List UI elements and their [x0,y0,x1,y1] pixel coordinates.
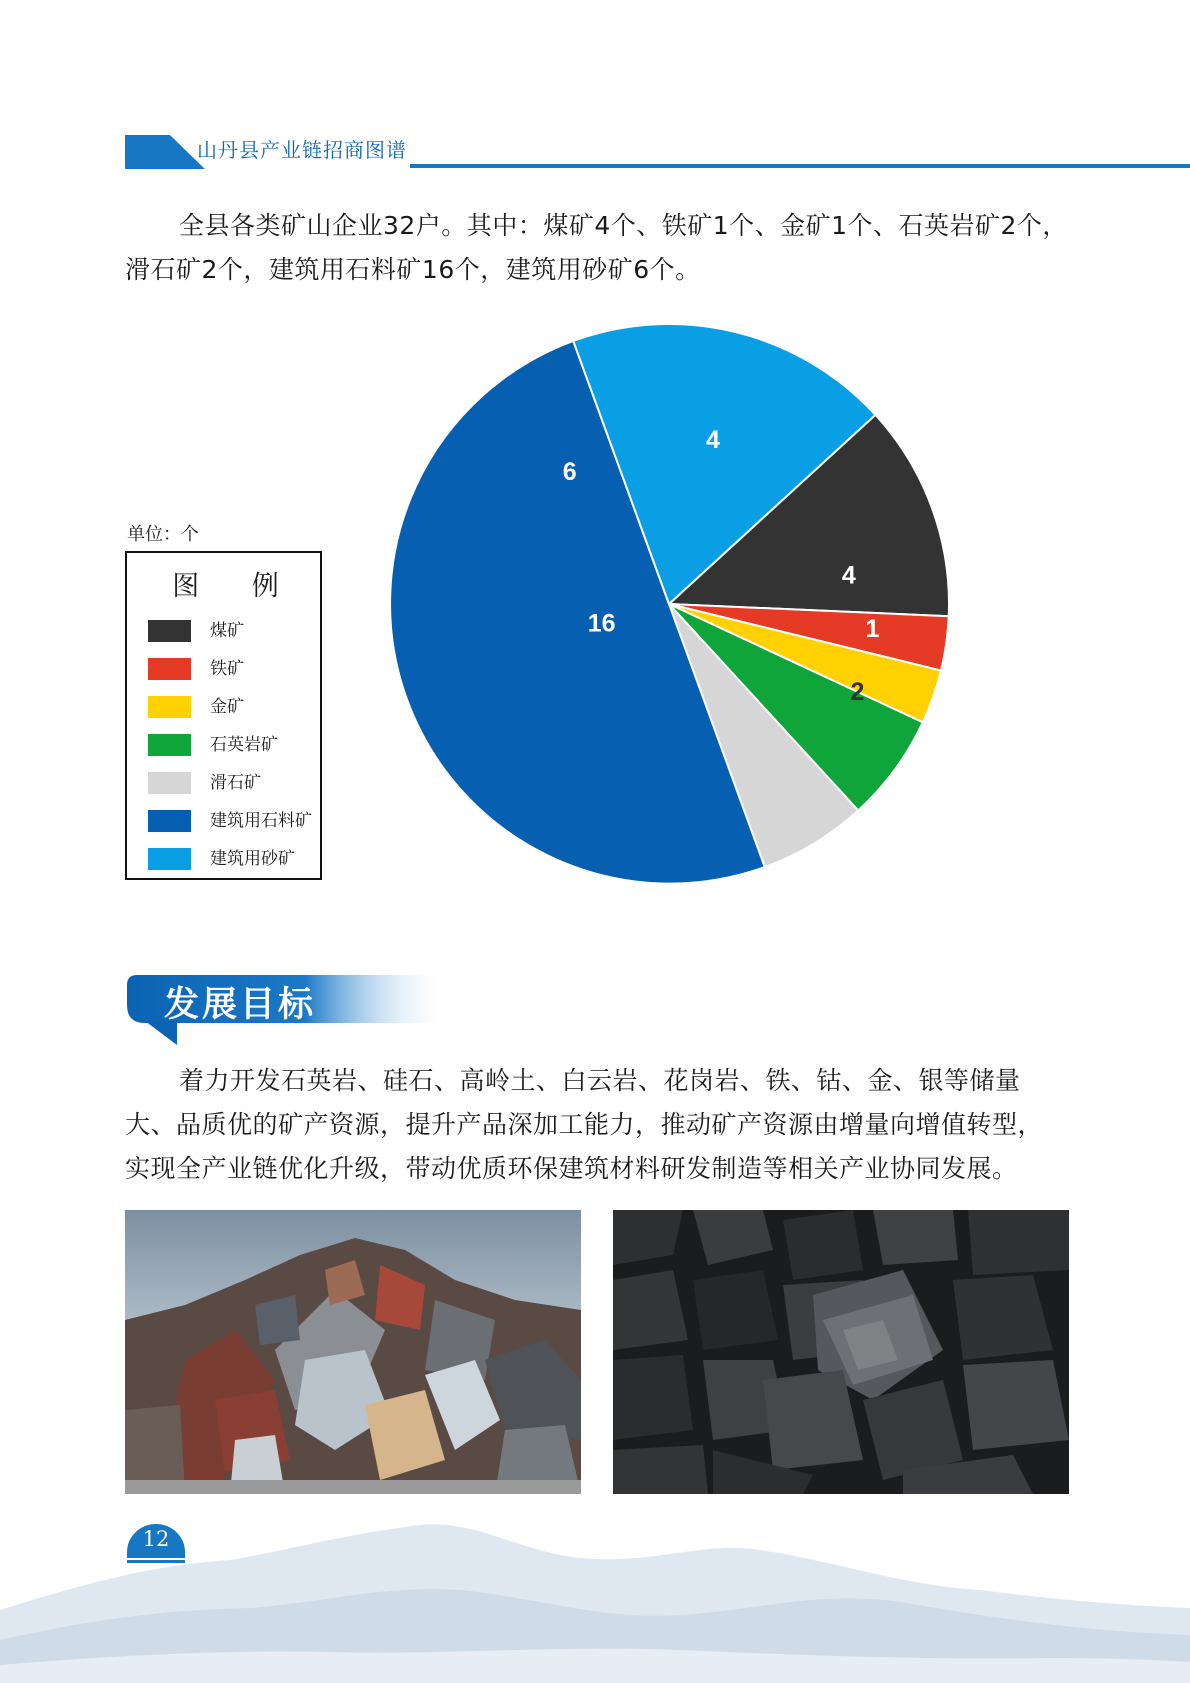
header-title: 山丹县产业链招商图谱 [197,138,407,162]
pie-data-label: 2 [850,677,865,706]
legend-label: 铁矿 [210,659,244,679]
legend-item [148,734,320,758]
chart-legend [125,551,322,880]
coal-photo [613,1210,1069,1494]
goal-paragraph [125,1059,1070,1191]
legend-swatch [148,620,191,642]
legend-swatch [148,734,191,756]
legend-title: 图 例 [172,571,301,602]
pie-data-label: 4 [841,561,856,590]
legend-label: 建筑用砂矿 [210,849,295,869]
legend-item [148,696,320,720]
legend-label: 滑石矿 [210,773,261,793]
legend-swatch [148,810,191,832]
goal-line: 实现全产业链优化升级，带动优质环保建筑材料研发制造等相关产业协同发展。 [125,1154,1018,1183]
legend-label: 煤矿 [210,621,244,641]
chart-unit-label: 单位：个 [127,524,199,545]
goal-line: 大、品质优的矿产资源，提升产品深加工能力，推动矿产资源由增量向增值转型， [125,1110,1044,1139]
rock-pile-photo [125,1210,581,1494]
legend-swatch [148,658,191,680]
legend-swatch [148,848,191,870]
mine-pie-chart [388,323,950,885]
pie-data-label: 1 [865,615,880,643]
legend-item [148,772,320,796]
legend-swatch [148,772,191,794]
pie-data-label: 16 [587,609,616,638]
header-rule [410,164,1190,168]
legend-item [148,658,320,682]
intro-line: 全县各类矿山企业32户。其中：煤矿4个、铁矿1个、金矿1个、石英岩矿2个， [179,211,1068,240]
legend-item [148,810,320,834]
legend-label: 金矿 [210,697,244,717]
section-title: 发展目标 [164,985,317,1025]
legend-swatch [148,696,191,718]
page-number: 12 [142,1527,170,1551]
legend-item [148,848,320,872]
pie-data-label: 6 [562,458,577,487]
legend-item [148,620,320,644]
legend-label: 石英岩矿 [210,735,278,755]
pie-data-label: 4 [706,425,720,454]
goal-line: 着力开发石英岩、硅石、高岭土、白云岩、花岗岩、铁、钴、金、银等储量 [179,1066,1021,1095]
intro-line: 滑石矿2个，建筑用石料矿16个，建筑用砂矿6个。 [125,255,701,284]
footer-mountain-decoration [0,1490,1190,1683]
intro-paragraph [125,204,1070,292]
legend-label: 建筑用石料矿 [210,811,312,831]
